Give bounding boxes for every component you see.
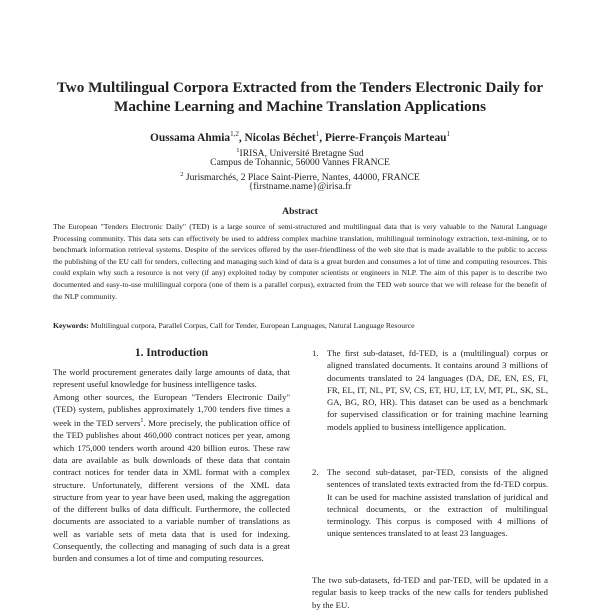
author-separator: , [319,131,325,144]
author-name: Pierre-François Marteau [324,131,447,144]
intro-p2-text-cont: . More precisely, the publication office of the TED publishes about 460,000 contract notices per year, among which 175,000 tenders worth around 420 billion euros. These raw data are available as bulk downloads of these data that contain contract notices for tender data in XML format with a complex structure. Unfortunately, different versions of the XML data structure from year to year have been used, making the aggregation of the different bulks of data difficult. Furthermore, the collected documents are associated to a variable number of translations as well as variable sets of meta data that is used for indexing. Consequently, the collecting and managing of such data is a great burden and consumes a lot of time and computing resources. [53,418,290,564]
intro-paragraph-1: The world procurement generates daily large amounts of data, that represent useful knowledge for business intelligence tasks. [53,367,290,390]
author-affil-mark: 1,2 [230,130,239,138]
right-paragraph: The two sub-datasets, fd-TED and par-TED, will be updated in a regular basis to keep tracks of the new calls for tenders published by the EU. [312,575,548,610]
keywords [53,320,547,331]
section-heading: 1. Introduction [134,347,209,359]
title-line-1: Two Multilingual Corpora Extracted from the Tenders Electronic Daily for [56,79,544,96]
left-column [53,366,290,565]
affiliation-line [40,157,560,169]
affil-text: Campus de Tohannic, 56000 Vannes FRANCE [210,157,390,168]
author-name: Nicolas Béchet [244,131,316,144]
list-number: 1. [312,348,319,358]
author-separator: , [238,131,245,144]
author-affil-mark: 1 [446,130,450,138]
author-affil-mark: 1 [315,130,320,138]
affil-text: Jurismarchés, 2 Place Saint-Pierre, Nantes, 44000, FRANCE [185,172,420,184]
affiliation-email [40,181,560,193]
author-list [40,127,560,145]
affil-mark: 1 [236,147,240,154]
affil-mark: 2 [180,171,184,178]
footnote-mark: 1 [140,418,144,425]
title-line-2: Machine Learning and Machine Translation Applications [113,98,486,115]
author-name: Oussama Ahmia [150,131,231,144]
abstract-body: The European "Tenders Electronic Daily" (TED) is a large source of semi-structured and multilingual data that is very valuable to the Natural Language Processing community. This data sets can effectively be used to address complex machine translation, multilingual terminology extraction, text-mining, or to benchmark information retrieval systems. Despite of the services offered by the user-friendliness of the web site that is made available to the public to access the publishing of the EU call for tenders, collecting and managing such kind of data is a great burden and consumes a lot of time and computing resources. This could explain why such a resource is not very (if any) exploited today by computer scientists or engineers in NLP. The aim of this paper is to describe two documented and easy-to-use multilingual corpora (one of them is a parallel corpus), extracted from the TED web source that we will release for the benefit of the NLP community. [53,222,547,301]
keywords-label: Keywords: [53,321,89,330]
affil-text: {firstname.name}@irisa.fr [248,181,352,192]
list-text: The first sub-dataset, fd-TED, is a (multilingual) corpus or aligned translated documents. It contains around 3 millions of documents translated to 24 languages (DA, DE, EN, ES, FI, FR, EL, IT, NL, PT, SV, CS, ET, HU, LT, LV, MT, PL, SK, SL, GA, BG, RO, HR). This dataset can be used as a benchmark for supervised classification or for training machine learning models applied to business intelligence application. [327,348,548,432]
list-item [312,347,548,433]
paper-title [40,78,560,116]
list-text: The second sub-dataset, par-TED, consists of the aligned sentences of translated texts extracted from the fd-TED corpus. It can be used for machine assisted translation of juridical and technical documents, or the extraction of multilingual terminology. This corpus is composed with 4 millions of unique sentences translated to at least 23 languages. [327,467,548,539]
keywords-text: Multilingual corpora, Parallel Corpus, Call for Tender, European Languages, Natural Language Resource [90,321,415,330]
list-item [312,466,548,540]
intro-p2-text: Among other sources, the European "Tenders Electronic Daily" (TED) system, publishes approximately 1,700 tenders five times a week in the TED servers [53,391,290,429]
list-number: 2. [312,467,319,477]
intro-paragraph-2 [53,391,290,565]
affil-text: IRISA, Université Bretagne Sud [239,148,364,160]
abstract-heading: Abstract [282,206,318,217]
